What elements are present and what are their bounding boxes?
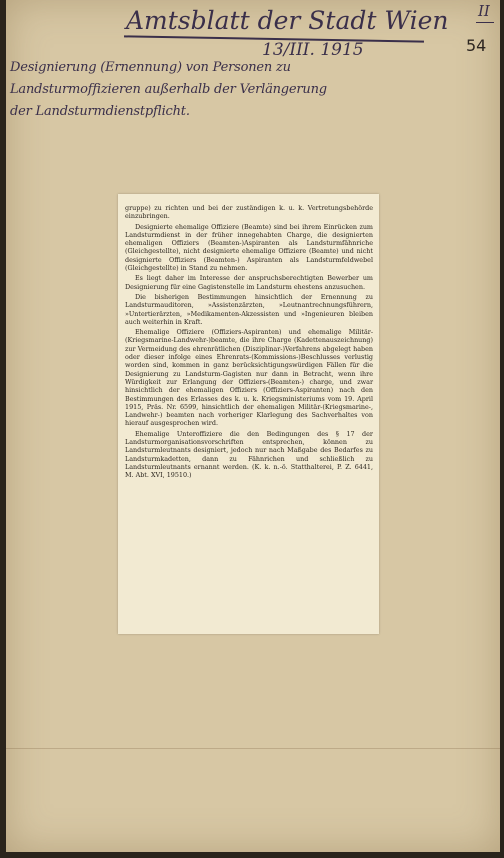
handwritten-date: 13/III. 1915: [262, 40, 364, 60]
handwritten-note-line: der Landsturmdienstpflicht.: [10, 104, 190, 119]
newspaper-clipping: [118, 194, 379, 634]
handwritten-roman-numeral: II: [478, 2, 490, 20]
roman-underline: [476, 22, 494, 23]
clipping-paragraph: Ehemalige Offiziere (Offiziers-Aspiranten) und ehemalige Militär-(Kriegsmarine-Landwehr-)beamte, die ihre Charge (Kadettenauszeichnung) zur Vermeidung des ehrenrätlichen (Disziplinar-)Verfahrens abgelegt haben oder dieser infolge eines Ehrenrats-(Kommissions-)Beschlusses verlustig worden sind, kommen in ganz berücksichtigungswürdigen Fällen für die Designierung zu Landsturm-Gagisten nur dann in Betracht, wenn ihre Würdigkeit zur Erlangung der Offiziers-(Beamten-) charge, und zwar hinsichtlich der ehemaligen Offiziers (Offiziers-Aspiranten) nach den Bestimmungen des Erlasses des k. u. k. Kriegsministeriums vom 19. April 1915, Präs. Nr. 6599, hinsichtlich der ehemaligen Militär-(Kriegsmarine-, Landwehr-) beamten nach vorheriger Klarlegung des Sachverhaltes von hierauf ausgesprochen wird.: [125, 328, 373, 428]
page-number: 54: [466, 36, 487, 55]
handwritten-note-line: Designierung (Ernennung) von Personen zu: [10, 60, 291, 75]
clipping-paragraph: Es liegt daher im Interesse der anspruchsberechtigten Bewerber um Designierung für eine Gagistenstelle im Landsturm ehestens anzusuchen.: [125, 274, 373, 291]
handwritten-title: Amtsblatt der Stadt Wien: [126, 6, 449, 35]
handwritten-note-line: Landsturmoffizieren außerhalb der Verlängerung: [10, 82, 327, 97]
clipping-paragraph: gruppe) zu richten und bei der zuständigen k. u. k. Vertretungsbehörde einzubringen.: [125, 204, 373, 221]
clipping-paragraph: Designierte ehemalige Offiziere (Beamte) sind bei ihrem Einrücken zum Landsturmdienst in der früher innegehabten Charge, die designierten ehemaligen Offiziers (Beamten-)Aspiranten als Landsturmfähnriche (Gleichgestellte), nicht designierte ehemalige Offiziere (Beamte) und nicht designierte Offiziers (Beamten-) Aspiranten als Landsturmfeldwebel (Gleichgestellte) in Stand zu nehmen.: [125, 222, 373, 273]
clipping-paragraph: Ehemalige Unteroffiziere die den Bedingungen des § 17 der Landsturmorganisationsvorschriften entsprechen, können zu Landsturmleutnants designiert, jedoch nur nach Maßgabe des Bedarfes zu Landsturmkadetten, dann zu Fähnrichen und schließlich zu Landsturmleutnants ernannt werden. (K. k. n.-ö. Statthalterei, P. Z. 6441, M. Abt. XVI, 19510.): [125, 429, 373, 480]
clipping-paragraph: Die bisherigen Bestimmungen hinsichtlich der Ernennung zu Landsturmauditoren, »Assistenzärzten, »Leutnantrechnungsführern, »Untertierärzten, »Medikamenten-Akzessisten und »Ingenieuren bleiben auch weiterhin in Kraft.: [125, 292, 373, 326]
paper-fold-line: [6, 748, 500, 749]
